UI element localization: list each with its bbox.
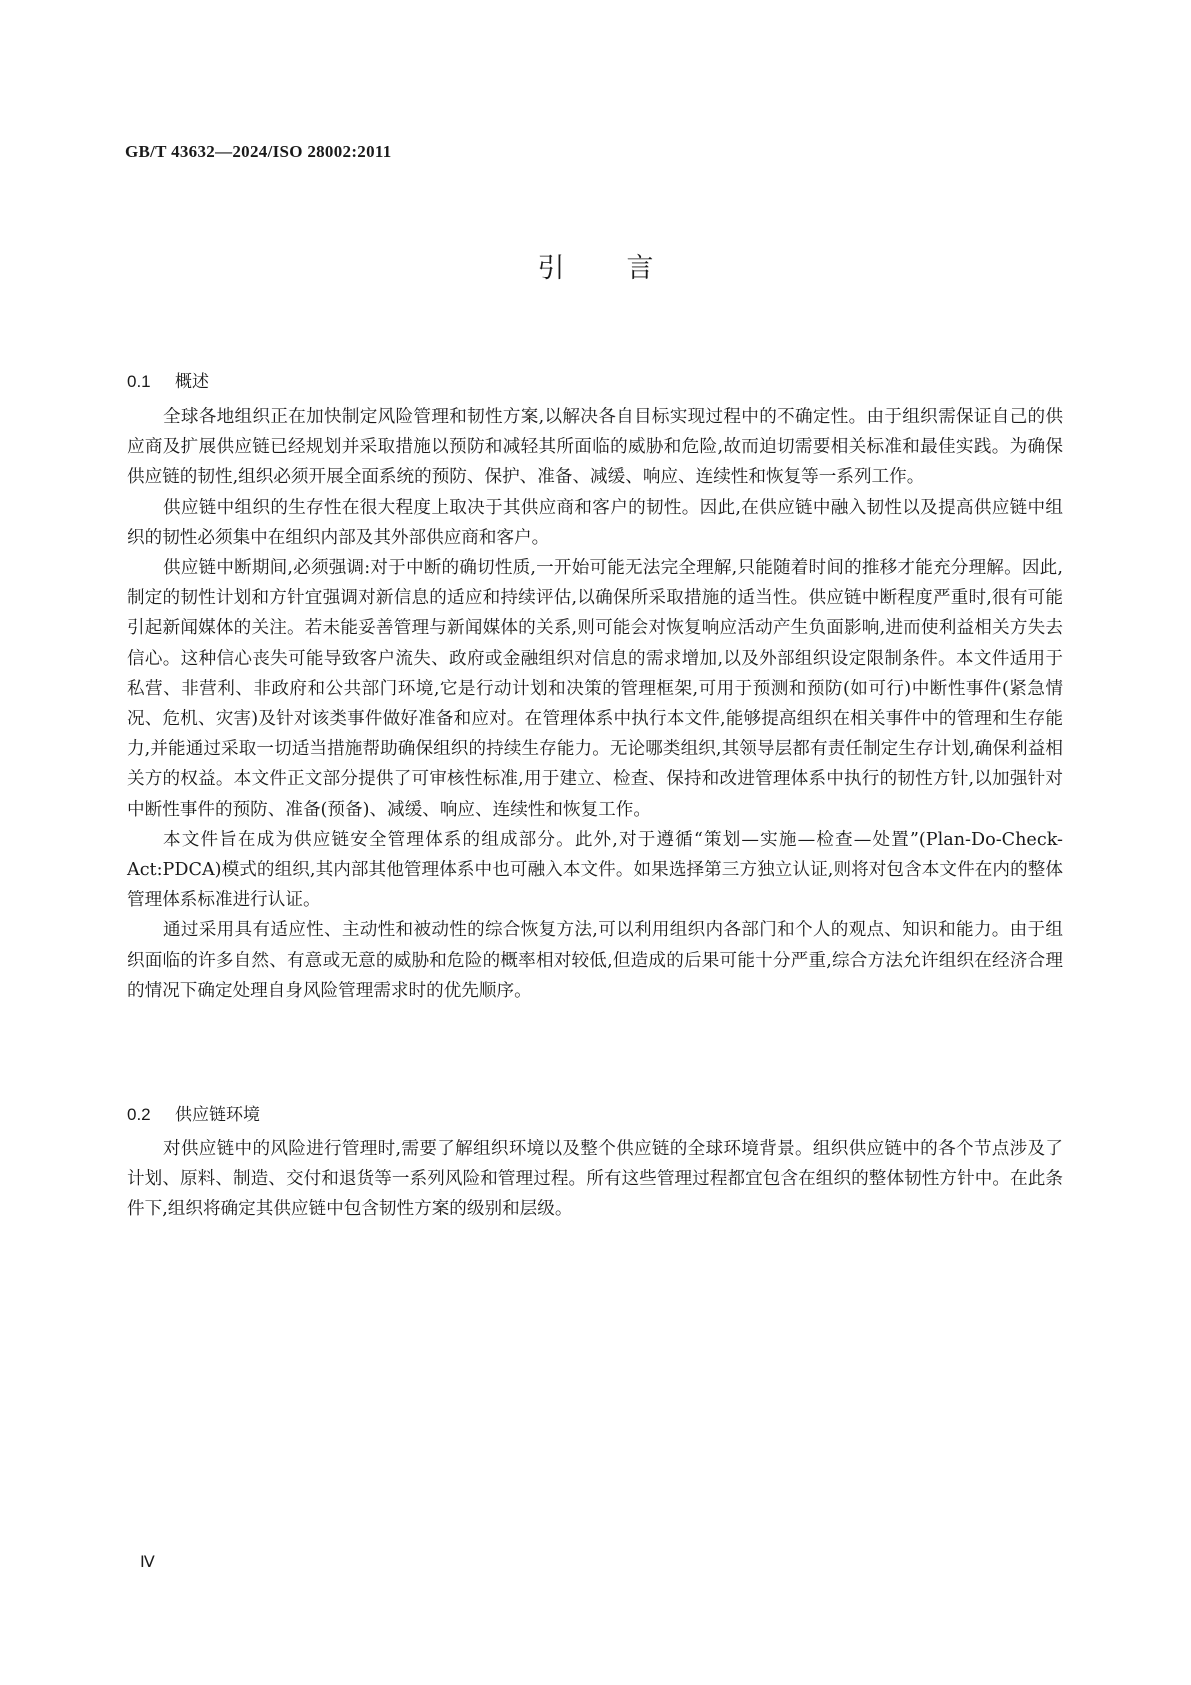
standard-number: GB/T 43632—2024/ISO 28002:2011: [125, 142, 392, 161]
paragraph: 对供应链中的风险进行管理时,需要了解组织环境以及整个供应链的全球环境背景。组织供应链中的各个节点涉及了计划、原料、制造、交付和退货等一系列风险和管理过程。所有这些管理过程都宜包含在组织的整体韧性方针中。在此条件下,组织将确定其供应链中包含韧性方案的级别和层级。: [127, 1139, 1063, 1220]
page-title: 引言: [537, 253, 716, 284]
paragraph: 通过采用具有适应性、主动性和被动性的综合恢复方法,可以利用组织内各部门和个人的观点、知识和能力。由于组织面临的许多自然、有意或无意的威胁和危险的概率相对较低,但造成的后果可能十分严重,综合方法允许组织在经济合理的情况下确定处理自身风险管理需求时的优先顺序。: [127, 920, 1063, 1001]
page-number: Ⅳ: [140, 1554, 155, 1571]
section-body-0-1: [127, 402, 1063, 1006]
section-heading-0-1: [127, 367, 209, 392]
paragraph: 全球各地组织正在加快制定风险管理和韧性方案,以解决各自目标实现过程中的不确定性。由于组织需保证自己的供应商及扩展供应链已经规划并采取措施以预防和减轻其所面临的威胁和危险,故而迫切需要相关标准和最佳实践。为确保供应链的韧性,组织必须开展全面系统的预防、保护、准备、减缓、响应、连续性和恢复等一系列工作。: [127, 407, 1063, 488]
section-body-0-2: [127, 1134, 1063, 1225]
paragraph: 供应链中组织的生存性在很大程度上取决于其供应商和客户的韧性。因此,在供应链中融入韧性以及提高供应链中组织的韧性必须集中在组织内部及其外部供应商和客户。: [127, 497, 1063, 548]
section-title: 供应链环境: [175, 1105, 260, 1125]
section-number: 0.1: [127, 372, 151, 391]
standard-number-header: [125, 142, 392, 162]
paragraph: 本文件旨在成为供应链安全管理体系的组成部分。此外,对于遵循“策划—实施—检查—处置”(Plan-Do-Check-Act:PDCA)模式的组织,其内部其他管理体系中也可融入本文件。如果选择第三方独立认证,则将对包含本文件在内的整体管理体系标准进行认证。: [127, 829, 1063, 911]
section-title: 概述: [175, 372, 209, 392]
paragraph: 供应链中断期间,必须强调:对于中断的确切性质,一开始可能无法完全理解,只能随着时间的推移才能充分理解。因此,制定的韧性计划和方针宜强调对新信息的适应和持续评估,以确保所采取措施的适当性。供应链中断程度严重时,很有可能引起新闻媒体的关注。若未能妥善管理与新闻媒体的关系,则可能会对恢复响应活动产生负面影响,进而使利益相关方失去信心。这种信心丧失可能导致客户流失、政府或金融组织对信息的需求增加,以及外部组织设定限制条件。本文件适用于私营、非营利、非政府和公共部门环境,它是行动计划和决策的管理框架,可用于预测和预防(如可行)中断性事件(紧急情况、危机、灾害)及针对该类事件做好准备和应对。在管理体系中执行本文件,能够提高组织在相关事件中的管理和生存能力,并能通过采取一切适当措施帮助确保组织的持续生存能力。无论哪类组织,其领导层都有责任制定生存计划,确保利益相关方的权益。本文件正文部分提供了可审核性标准,用于建立、检查、保持和改进管理体系中执行的韧性方针,以加强针对中断性事件的预防、准备(预备)、减缓、响应、连续性和恢复工作。: [127, 558, 1063, 820]
section-number: 0.2: [127, 1105, 151, 1124]
section-heading-0-2: [127, 1100, 260, 1125]
